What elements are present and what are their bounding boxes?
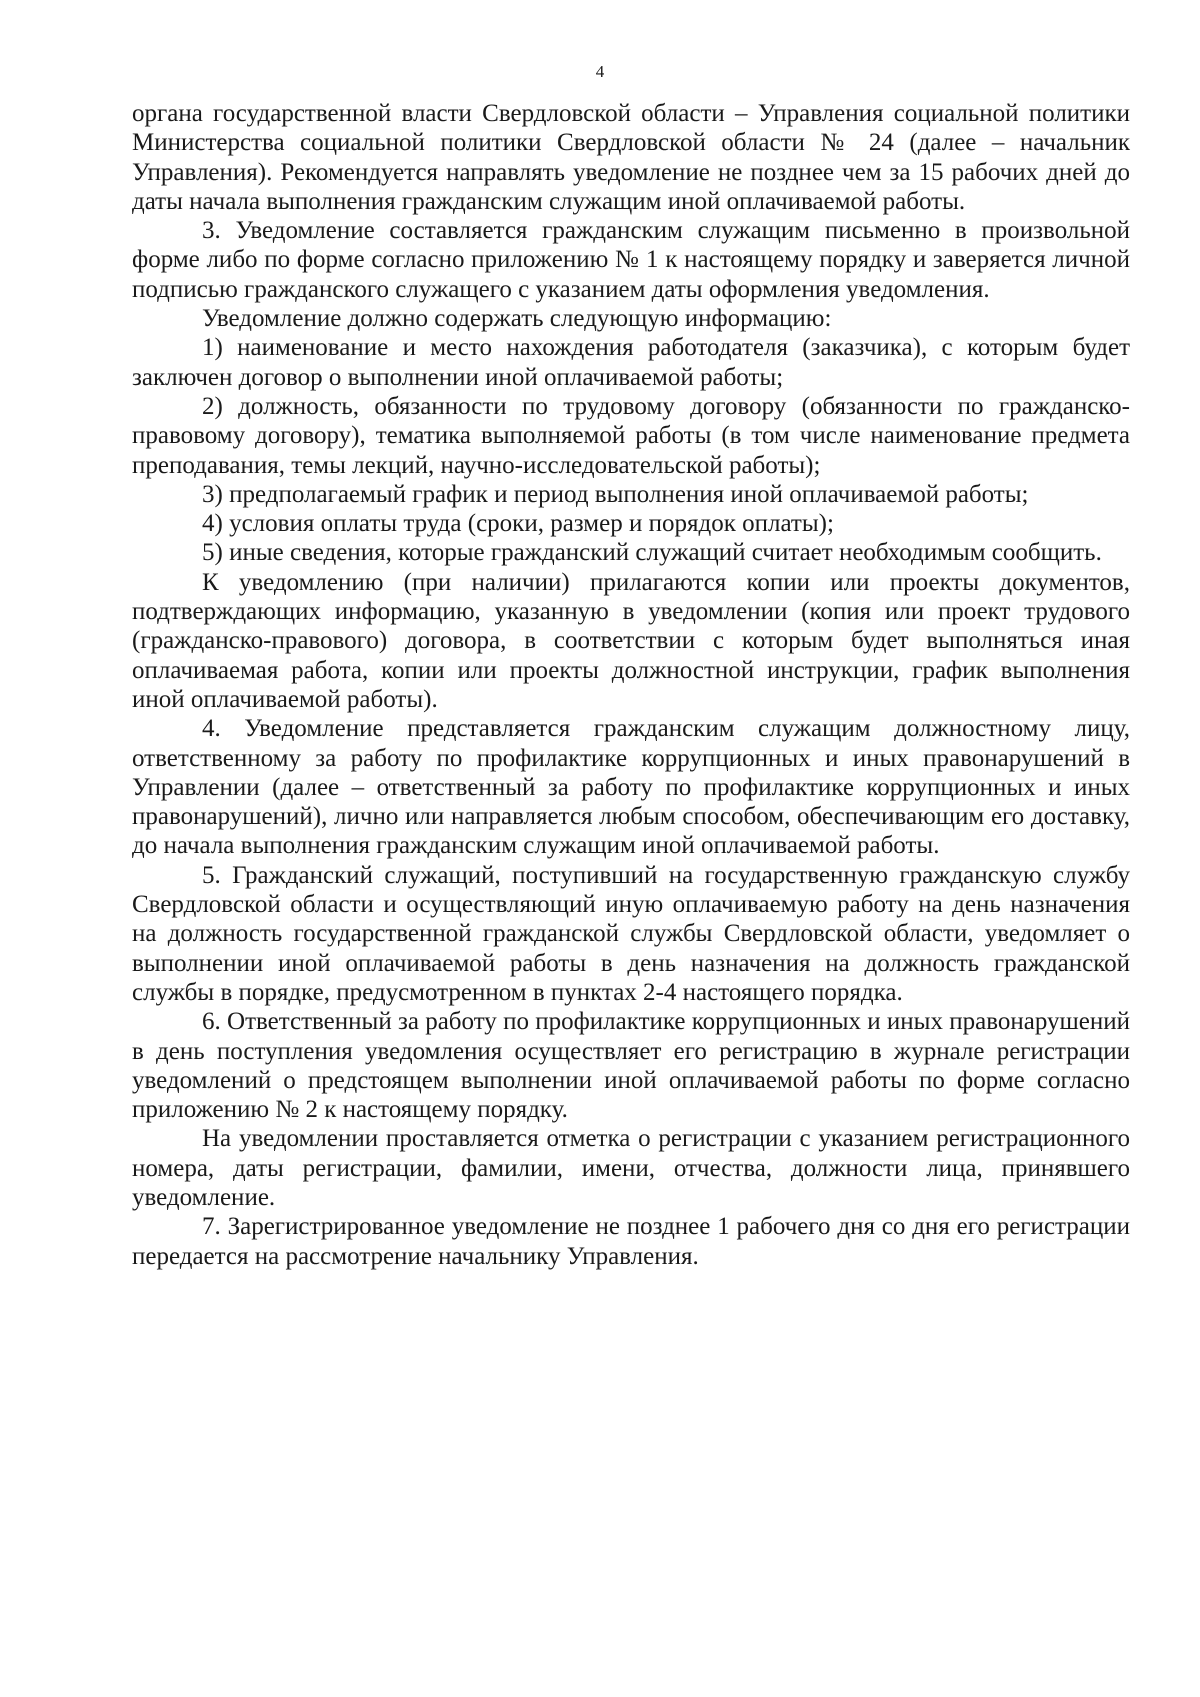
document-body <box>132 99 1130 1271</box>
list-item-2: 2) должность, обязанности по трудовому договору (обязанности по гражданско-правовому договору), тематика выполняемой работы (в том числе наименование предмета преподавания, темы лекций, научно-исследовательской работы); <box>132 392 1130 479</box>
paragraph-item-4: 4. Уведомление представляется гражданским служащим должностному лицу, ответственному за работу по профилактике коррупционных и иных правонарушений в Управлении (далее – ответственный за работу по профилактике коррупционных и иных правонарушений), лично или направляется любым способом, обеспечивающим его доставку, до начала выполнения гражданским служащим иной оплачиваемой работы. <box>132 715 1130 860</box>
paragraph-required-info: Уведомление должно содержать следующую информацию: <box>202 305 832 333</box>
page-number: 4 <box>595 62 605 81</box>
list-item-5: 5) иные сведения, которые гражданский служащий считает необходимым сообщить. <box>202 539 1102 567</box>
list-item-4: 4) условия оплаты труда (сроки, размер и порядок оплаты); <box>202 510 834 538</box>
list-item-3: 3) предполагаемый график и период выполнения иной оплачиваемой работы; <box>202 480 1029 508</box>
paragraph-attachments: К уведомлению (при наличии) прилагаются копии или проекты документов, подтверждающих информацию, указанную в уведомлении (копия или проект трудового (гражданско-правового) договора, в соответствии с которым будет выполняться иная оплачиваемая работа, копии или проекты должностной инструкции, график выполнения иной оплачиваемой работы). <box>132 568 1130 713</box>
paragraph-continuation: органа государственной власти Свердловской области – Управления социальной политики Министерства социальной политики Свердловской области № 24 (далее – начальник Управления). Рекомендуется направлять уведомление не позднее чем за 15 рабочих дней до даты начала выполнения гражданским служащим иной оплачиваемой работы. <box>132 100 1130 215</box>
paragraph-item-3: 3. Уведомление составляется гражданским служащим письменно в произвольной форме либо по форме согласно приложению № 1 к настоящему порядку и заверяется личной подписью гражданского служащего с указанием даты оформления уведомления. <box>132 217 1130 303</box>
paragraph-registration-mark: На уведомлении проставляется отметка о регистрации с указанием регистрационного номера, даты регистрации, фамилии, имени, отчества, должности лица, принявшего уведомление. <box>132 1125 1130 1211</box>
paragraph-item-5: 5. Гражданский служащий, поступивший на государственную гражданскую службу Свердловской области и осуществляющий иную оплачиваемую работу на день назначения на должность государственной гражданской службы Свердловской области, уведомляет о выполнении иной оплачиваемой работы в день назначения на должность гражданской службы в порядке, предусмотренном в пунктах 2-4 настоящего порядка. <box>132 861 1130 1006</box>
paragraph-item-6: 6. Ответственный за работу по профилактике коррупционных и иных правонарушений в день поступления уведомления осуществляет его регистрацию в журнале регистрации уведомлений о предстоящем выполнении иной оплачиваемой работы по форме согласно приложению № 2 к настоящему порядку. <box>132 1008 1130 1124</box>
paragraph-item-7: 7. Зарегистрированное уведомление не позднее 1 рабочего дня со дня его регистрации передается на рассмотрение начальнику Управления. <box>132 1213 1130 1270</box>
list-item-1: 1) наименование и место нахождения работодателя (заказчика), с которым будет заключен договор о выполнении иной оплачиваемой работы; <box>132 334 1130 391</box>
